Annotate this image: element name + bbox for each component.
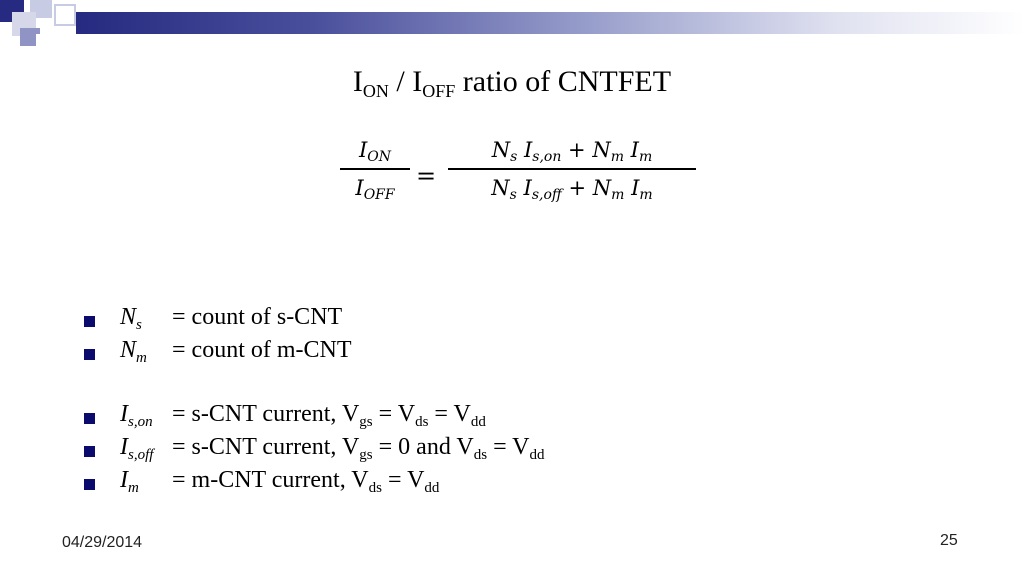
rhs-fraction xyxy=(448,138,696,203)
rhs-fraction-bar xyxy=(448,168,696,170)
definition: = count of s-CNT xyxy=(172,304,343,330)
corner-square-6 xyxy=(36,34,52,46)
list-item xyxy=(84,304,784,337)
lhs-fraction-bar xyxy=(340,168,410,170)
footer-date: 04/29/2014 xyxy=(62,534,143,551)
square-bullet-icon xyxy=(84,316,95,327)
slide-number: 25 xyxy=(940,532,958,549)
rhs-numerator: $N_s$ $I_{s,on} + N_m$ $I_m$ xyxy=(491,138,653,165)
definition: = s-CNT current, $V_{gs} = 0$ and $V_{ds} = V_{dd}$ xyxy=(172,434,545,463)
lhs-fraction xyxy=(340,138,410,203)
square-bullet-icon xyxy=(84,349,95,360)
symbol: $N_m$ xyxy=(120,337,147,366)
square-bullet-icon xyxy=(84,413,95,424)
definition: = s-CNT current, $V_{gs} = V_{ds} = V_{dd}$ xyxy=(172,401,486,430)
header-gradient-bar xyxy=(76,12,1024,34)
definition: = m-CNT current, $V_{ds} = V_{dd}$ xyxy=(172,467,440,496)
slide-title: $I_{ON} / I_{OFF}$ ratio of CNTFET xyxy=(352,65,672,101)
lhs-denominator: $I_{OFF}$ xyxy=(355,176,395,203)
equals-sign: = xyxy=(416,162,437,190)
list-item xyxy=(84,401,784,434)
list-item xyxy=(84,337,784,370)
rhs-denominator: $N_s$ $I_{s,off} + N_m$ $I_m$ xyxy=(491,176,653,203)
square-bullet-icon xyxy=(84,479,95,490)
symbol: $I_{s,on}$ xyxy=(120,401,153,430)
symbol: $N_s$ xyxy=(120,304,142,333)
list-item xyxy=(84,467,784,500)
ratio-formula xyxy=(340,138,700,222)
symbol: $I_m$ xyxy=(120,467,139,496)
definition: = count of m-CNT xyxy=(172,337,352,363)
corner-square-5 xyxy=(54,4,76,26)
lhs-numerator: $I_{ON}$ xyxy=(358,138,392,165)
square-bullet-icon xyxy=(84,446,95,457)
list-item xyxy=(84,434,784,467)
definition-list xyxy=(84,304,784,500)
symbol: $I_{s,off}$ xyxy=(120,434,154,463)
